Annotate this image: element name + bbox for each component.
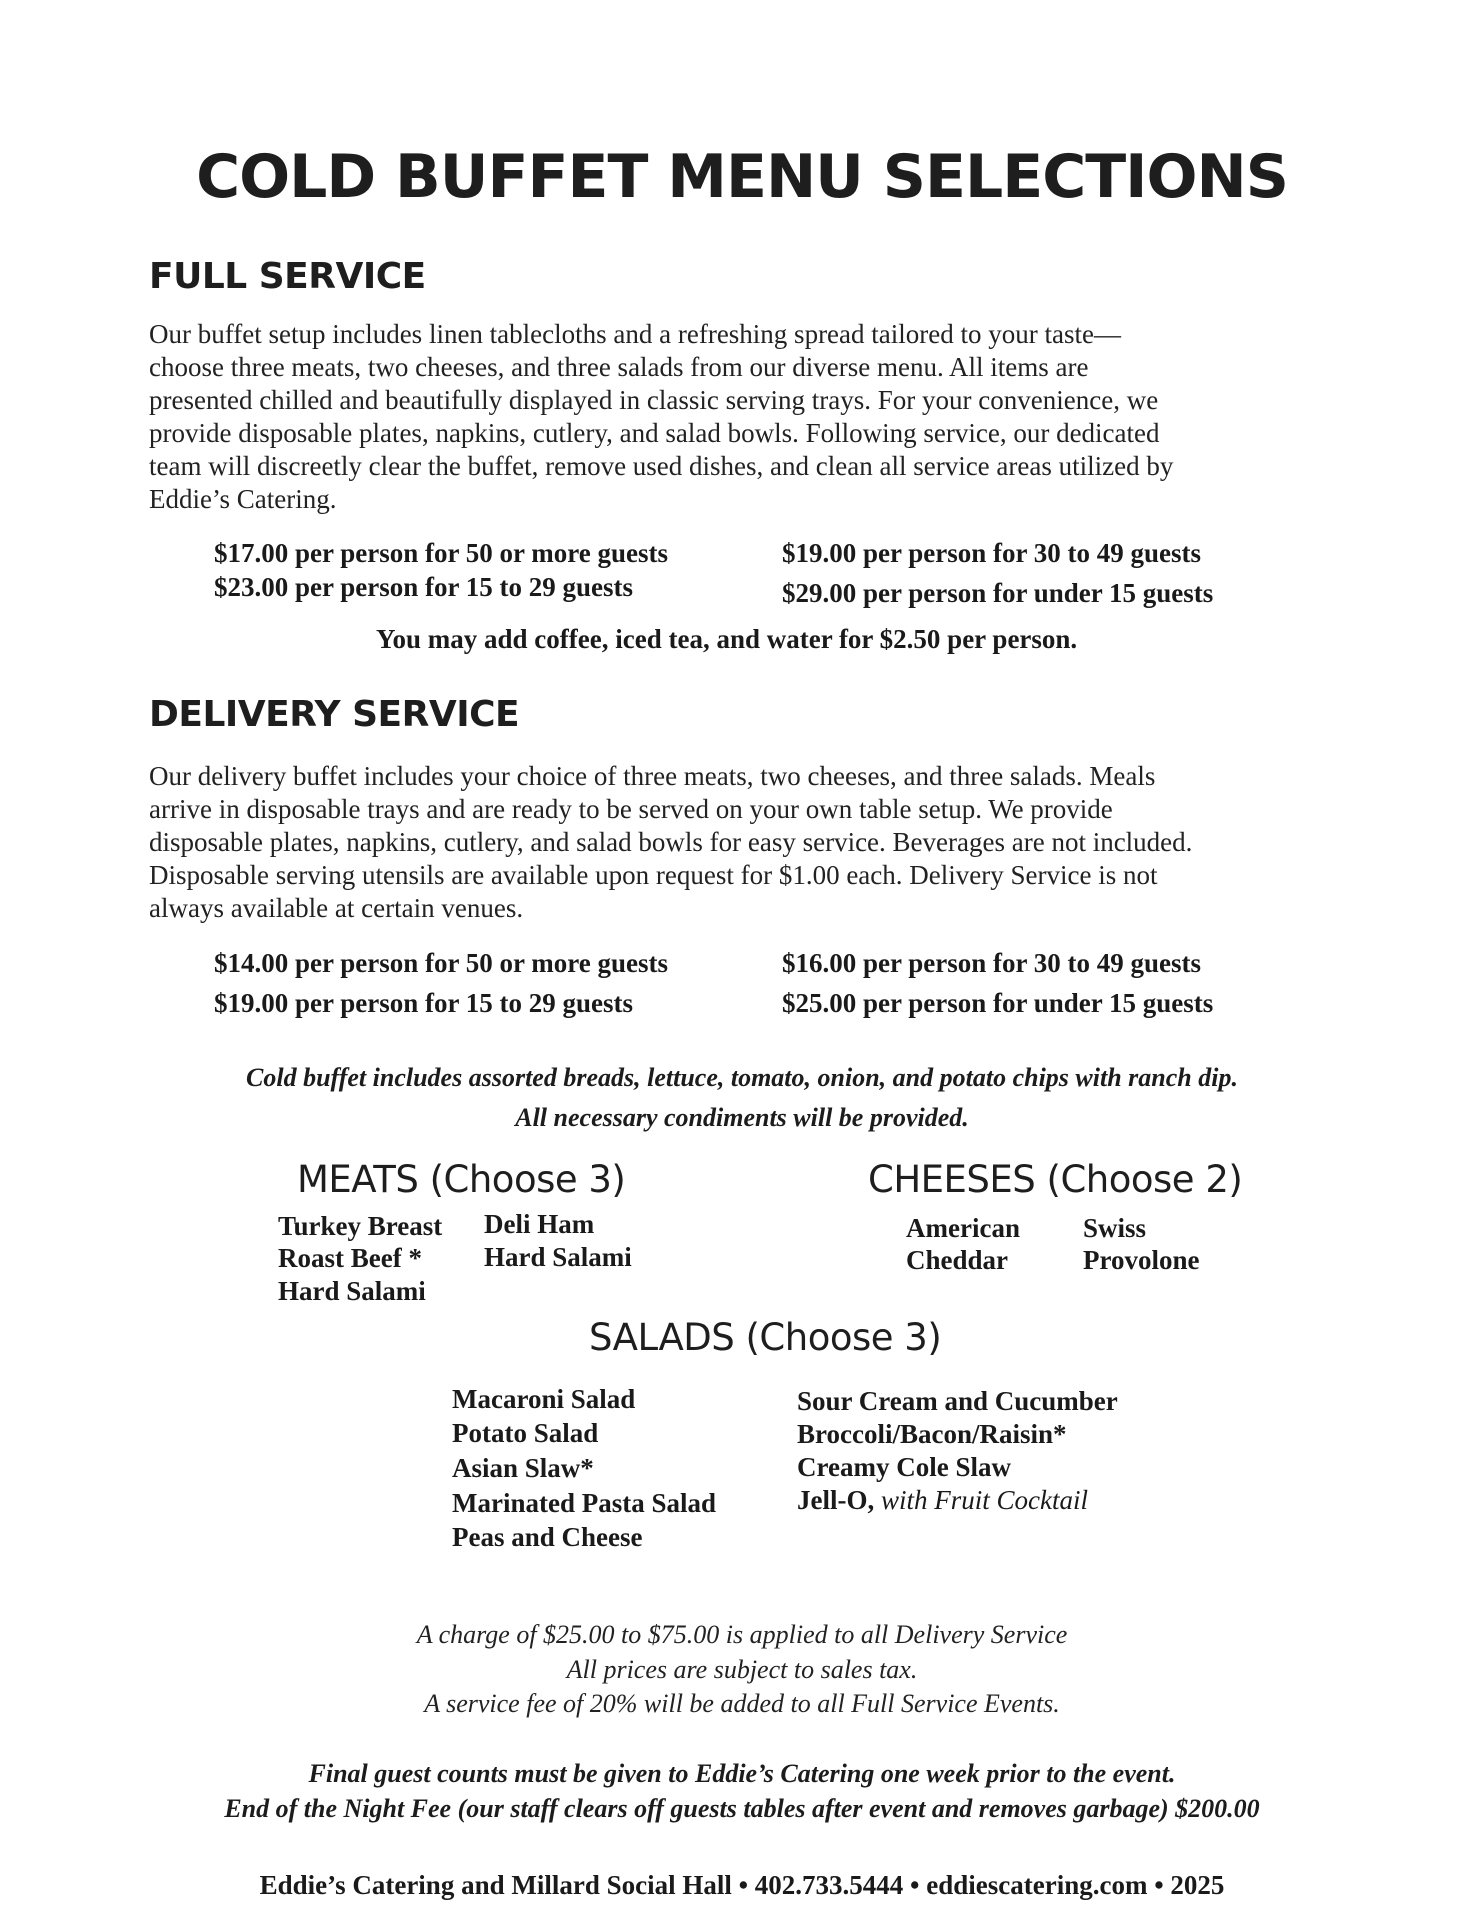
meats-heading: MEATS (Choose 3) (297, 1158, 626, 1201)
text-line: Eddie’s Catering. (149, 484, 337, 514)
text-line: disposable plates, napkins, cutlery, and salad bowls for easy service. Beverages are not included. (149, 827, 1193, 857)
meat-item: Hard Salami (484, 1242, 632, 1272)
full-price-under-15: $29.00 per person for under 15 guests (782, 578, 1214, 608)
jello-name: Jell-O, (797, 1485, 875, 1515)
cheese-item: Cheddar (906, 1245, 1009, 1275)
salad-item: Creamy Cole Slaw (797, 1452, 1011, 1482)
cheeses-heading: CHEESES (Choose 2) (868, 1158, 1243, 1201)
salad-item: Sour Cream and Cucumber (797, 1386, 1118, 1416)
text-line: Our buffet setup includes linen tablecloths and a refreshing spread tailored to your taste— (149, 319, 1121, 349)
delivery-service-heading: DELIVERY SERVICE (149, 694, 520, 735)
cheese-item: American (906, 1213, 1020, 1243)
text-line: choose three meats, two cheeses, and three salads from our diverse menu. All items are (149, 352, 1089, 382)
salad-item: Peas and Cheese (452, 1522, 643, 1552)
night-fee-policy: End of the Night Fee (our staff clears off guests tables after event and removes garbage) $200.00 (224, 1794, 1260, 1823)
meat-item: Roast Beef * (278, 1243, 422, 1273)
text-line: Disposable serving utensils are available upon request for $1.00 each. Delivery Service is not (149, 860, 1158, 890)
full-service-heading: FULL SERVICE (149, 256, 426, 297)
condiments-line: All necessary condiments will be provided. (515, 1103, 969, 1132)
salad-item-jello (797, 1485, 1088, 1516)
jello-suffix: with Fruit Cocktail (874, 1485, 1088, 1515)
text-line: arrive in disposable trays and are ready to be served on your own table setup. We provide (149, 794, 1113, 824)
footer-contact: Eddie’s Catering and Millard Social Hall • 402.733.5444 • eddiescatering.com • 2025 (259, 1870, 1225, 1900)
salads-heading: SALADS (Choose 3) (589, 1316, 942, 1359)
text-line: team will discreetly clear the buffet, remove used dishes, and clean all service areas utilized by (149, 451, 1174, 481)
page-title: COLD BUFFET MENU SELECTIONS (196, 142, 1288, 212)
full-price-30-49: $19.00 per person for 30 to 49 guests (782, 538, 1201, 568)
salad-item: Asian Slaw* (452, 1453, 594, 1483)
text-line: presented chilled and beautifully displayed in classic serving trays. For your convenience, we (149, 385, 1159, 415)
delivery-price-15-29: $19.00 per person for 15 to 29 guests (214, 988, 633, 1018)
salad-item: Marinated Pasta Salad (452, 1488, 717, 1518)
sales-tax-note: All prices are subject to sales tax. (566, 1655, 918, 1684)
full-service-description (149, 318, 1339, 516)
full-price-15-29: $23.00 per person for 15 to 29 guests (214, 572, 633, 602)
cheese-item: Swiss (1083, 1213, 1147, 1243)
full-price-50-plus: $17.00 per person for 50 or more guests (214, 538, 668, 568)
meat-item: Hard Salami (278, 1276, 426, 1306)
delivery-service-description (149, 760, 1339, 925)
buffet-includes-line: Cold buffet includes assorted breads, lettuce, tomato, onion, and potato chips with ranch dip. (246, 1063, 1238, 1092)
delivery-charge-note: A charge of $25.00 to $75.00 is applied to all Delivery Service (416, 1620, 1068, 1649)
salad-item: Macaroni Salad (452, 1384, 636, 1414)
salad-item: Broccoli/Bacon/Raisin* (797, 1419, 1067, 1449)
meat-item: Turkey Breast (278, 1211, 443, 1241)
delivery-price-under-15: $25.00 per person for under 15 guests (782, 988, 1214, 1018)
salad-item: Potato Salad (452, 1418, 599, 1448)
text-line: always available at certain venues. (149, 893, 524, 923)
delivery-price-30-49: $16.00 per person for 30 to 49 guests (782, 948, 1201, 978)
meat-item: Deli Ham (484, 1209, 595, 1239)
beverage-addon: You may add coffee, iced tea, and water for $2.50 per person. (376, 624, 1078, 654)
delivery-price-50-plus: $14.00 per person for 50 or more guests (214, 948, 668, 978)
text-line: provide disposable plates, napkins, cutlery, and salad bowls. Following service, our dedicated (149, 418, 1160, 448)
cheese-item: Provolone (1083, 1245, 1200, 1275)
guest-count-policy: Final guest counts must be given to Eddie’s Catering one week prior to the event. (308, 1759, 1176, 1788)
text-line: Our delivery buffet includes your choice of three meats, two cheeses, and three salads. Meals (149, 761, 1156, 791)
service-fee-note: A service fee of 20% will be added to all Full Service Events. (424, 1689, 1060, 1718)
